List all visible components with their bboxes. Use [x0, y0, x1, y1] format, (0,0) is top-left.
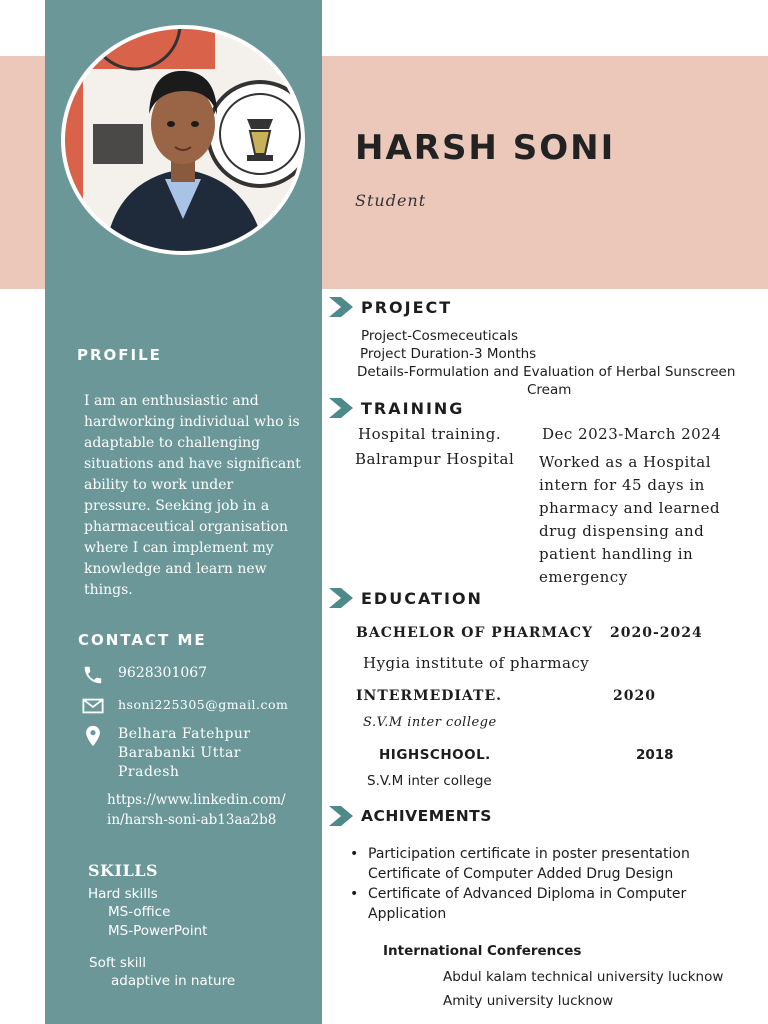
email-address: hsoni225305@gmail.com: [118, 697, 289, 712]
training-description: Worked as a Hospital intern for 45 days in pharmacy and learned drug dispensing and patient handling in emergency: [539, 453, 721, 586]
candidate-role: Student: [355, 191, 427, 210]
degree-title: BACHELOR OF PHARMACY: [356, 625, 594, 641]
degree-school: S.V.M inter college: [363, 715, 497, 730]
hard-skills-label: Hard skills: [88, 886, 158, 902]
achievements-list: [350, 844, 750, 924]
skills-heading: SKILLS: [88, 861, 158, 880]
chevron-right-icon: [327, 397, 355, 419]
address-text: Belhara Fatehpur Barabanki Uttar Pradesh: [118, 726, 251, 780]
project-line: Cream: [527, 382, 572, 398]
chevron-right-icon: [327, 805, 355, 827]
list-item: • Participation certificate in poster presentation Certificate of Computer Added Drug Design: [350, 846, 690, 882]
conferences-heading: International Conferences: [383, 943, 582, 959]
contact-address: [82, 725, 268, 782]
training-place: Balrampur Hospital: [355, 450, 515, 468]
training-title: Hospital training.: [358, 425, 502, 443]
hard-skill-item: MS-office: [108, 904, 171, 920]
list-item: • Certificate of Advanced Diploma in Computer Application: [350, 886, 687, 922]
training-heading: TRAINING: [361, 398, 465, 418]
degree-years: 2018: [636, 747, 674, 763]
mail-icon: [82, 695, 104, 717]
location-pin-icon: [82, 725, 104, 747]
project-line: Project Duration-3 Months: [360, 346, 537, 362]
chevron-right-icon: [327, 296, 355, 318]
training-heading-row: [327, 397, 464, 419]
degree-school: S.V.M inter college: [367, 773, 492, 789]
degree-years: 2020-2024: [610, 625, 703, 641]
profile-photo: [61, 25, 305, 255]
contact-phone: [82, 664, 207, 686]
education-heading: EDUCATION: [361, 588, 483, 608]
profile-heading: PROFILE: [77, 346, 162, 364]
profile-text: I am an enthusiastic and hardworking individual who is adaptable to challenging situations and have significant ability to work under pressure. Seeking job in a pharmaceutical organisation where I can implement my knowledge and learn new things.: [84, 393, 301, 598]
degree-school: Hygia institute of pharmacy: [363, 654, 590, 672]
soft-skill-item: adaptive in nature: [111, 973, 236, 989]
project-line: Project-Cosmeceuticals: [361, 328, 519, 344]
project-heading-row: [327, 296, 452, 318]
candidate-name: HARSH SONI: [355, 128, 616, 168]
linkedin-link[interactable]: https://www.linkedin.com/in/harsh-soni-ab13aa2b8: [107, 792, 286, 828]
education-heading-row: [327, 587, 483, 609]
project-heading: PROJECT: [361, 297, 453, 317]
conference-item: Abdul kalam technical university lucknow: [443, 969, 724, 985]
degree-years: 2020: [613, 688, 656, 704]
hard-skill-item: MS-PowerPoint: [108, 923, 208, 939]
conference-item: Amity university lucknow: [443, 993, 614, 1009]
degree-title: HIGHSCHOOL.: [379, 747, 491, 763]
soft-skill-label: Soft skill: [89, 955, 147, 971]
project-line: Details-Formulation and Evaluation of Herbal Sunscreen: [357, 364, 736, 380]
degree-title: INTERMEDIATE.: [356, 688, 502, 704]
achievements-heading-row: [327, 805, 492, 827]
training-dates: Dec 2023-March 2024: [542, 425, 722, 443]
phone-icon: [82, 664, 104, 686]
chevron-right-icon: [327, 587, 355, 609]
achievements-heading: ACHIVEMENTS: [361, 807, 492, 825]
contact-email: [82, 695, 288, 717]
phone-number: 9628301067: [118, 665, 208, 681]
contact-heading: CONTACT ME: [78, 631, 207, 649]
